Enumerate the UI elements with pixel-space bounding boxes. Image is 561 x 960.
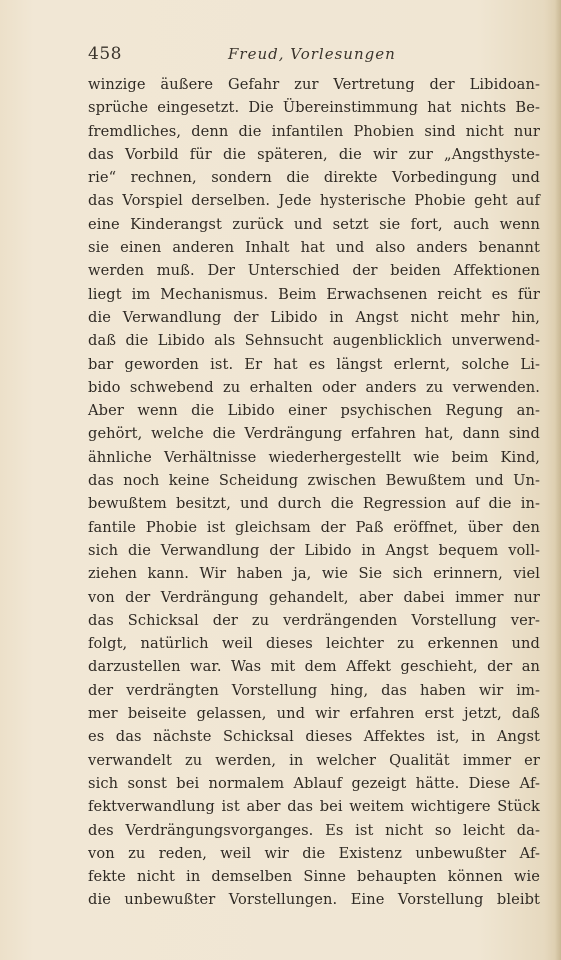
text-line: die Verwandlung der Libido in Angst nicht mehr hin, <box>88 308 540 326</box>
text-line: das Schicksal der zu verdrängenden Vorstellung ver- <box>88 611 540 629</box>
text-line: winzige äußere Gefahr zur Vertretung der Libidoan- <box>88 76 540 93</box>
text-line: das Vorspiel derselben. Jede hysterische Phobie geht auf <box>88 192 540 210</box>
text-line: sprüche eingesetzt. Die Übereinstimmung hat nichts Be- <box>88 99 540 117</box>
text-line: eine Kinderangst zurück und setzt sie fort, auch wenn <box>88 215 540 233</box>
running-head: Freud, Vorlesungen <box>228 45 396 63</box>
text-line: bar geworden ist. Er hat es längst erlernt, solche Li- <box>88 355 540 373</box>
text-line: des Verdrängungsvorganges. Es ist nicht so leicht da- <box>88 821 540 839</box>
text-line: das Vorbild für die späteren, die wir zur „Angsthyste- <box>88 145 540 163</box>
text-line: sich sonst bei normalem Ablauf gezeigt hätte. Diese Af- <box>88 774 540 792</box>
text-line: fektverwandlung ist aber das bei weitem wichtigere Stück <box>88 798 540 816</box>
text-line: darzustellen war. Was mit dem Affekt geschieht, der an <box>88 658 540 676</box>
text-line: fantile Phobie ist gleichsam der Paß eröffnet, über den <box>88 518 540 536</box>
text-line: von zu reden, weil wir die Existenz unbewußter Af- <box>88 844 540 862</box>
text-line: bido schwebend zu erhalten oder anders zu verwenden. <box>88 378 540 396</box>
text-line: mer beiseite gelassen, und wir erfahren erst jetzt, daß <box>88 705 540 723</box>
page-header <box>88 44 484 68</box>
page-number: 458 <box>88 44 122 64</box>
body-text <box>88 73 540 912</box>
text-line: rie“ rechnen, sondern die direkte Vorbedingung und <box>88 169 540 187</box>
text-line: folgt, natürlich weil dieses leichter zu erkennen und <box>88 635 540 653</box>
text-line: bewußtem besitzt, und durch die Regression auf die in- <box>88 495 540 513</box>
text-line: daß die Libido als Sehnsucht augenblicklich unverwend- <box>88 332 540 350</box>
text-line: ähnliche Verhältnisse wiederhergestellt wie beim Kind, <box>88 448 540 466</box>
text-line: ziehen kann. Wir haben ja, wie Sie sich erinnern, viel <box>88 565 540 583</box>
text-line: Aber wenn die Libido einer psychischen Regung an- <box>88 402 540 420</box>
text-line: verwandelt zu werden, in welcher Qualität immer er <box>88 751 540 769</box>
text-line: fremdliches, denn die infantilen Phobien sind nicht nur <box>88 122 540 140</box>
text-line: es das nächste Schicksal dieses Affektes ist, in Angst <box>88 728 540 746</box>
text-line: liegt im Mechanismus. Beim Erwachsenen reicht es für <box>88 285 540 303</box>
text-line: sich die Verwandlung der Libido in Angst bequem voll- <box>88 541 540 559</box>
text-line: werden muß. Der Unterschied der beiden Affektionen <box>88 262 540 280</box>
text-line: fekte nicht in demselben Sinne behaupten können wie <box>88 868 540 886</box>
text-line: gehört, welche die Verdrängung erfahren hat, dann sind <box>88 425 540 443</box>
text-line: die unbewußter Vorstellungen. Eine Vorstellung bleibt <box>88 891 540 909</box>
text-line: von der Verdrängung gehandelt, aber dabei immer nur <box>88 588 540 606</box>
text-line: sie einen anderen Inhalt hat und also anders benannt <box>88 239 540 257</box>
text-line: der verdrängten Vorstellung hing, das haben wir im- <box>88 681 540 699</box>
text-line: das noch keine Scheidung zwischen Bewußtem und Un- <box>88 472 540 490</box>
